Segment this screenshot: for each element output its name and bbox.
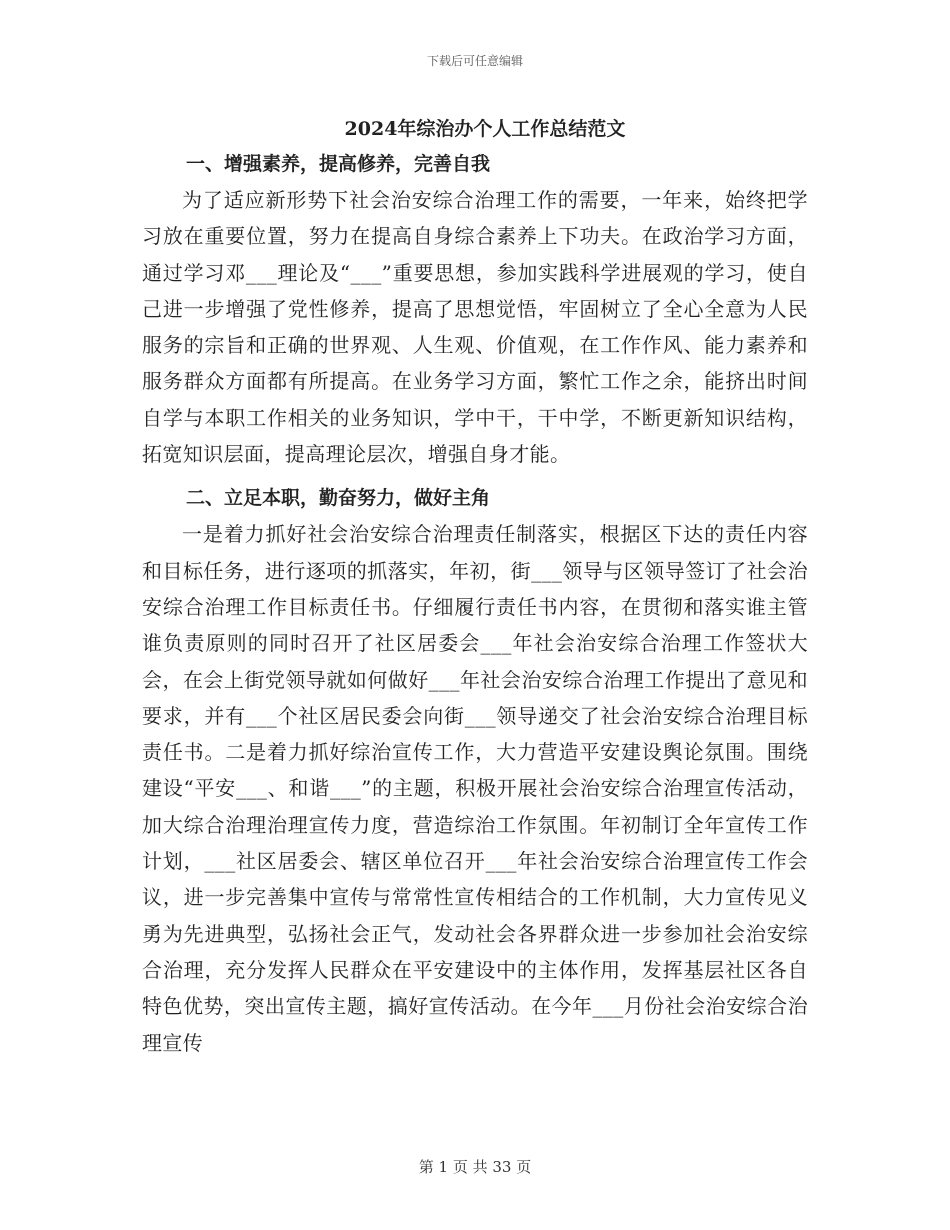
header-note: 下载后可任意编辑 [426, 54, 523, 68]
section-2-paragraph: 一是着力抓好社会治安综合治理责任制落实，根据区下达的责任内容和目标任务，进行逐项的抓落实，年初，街___领导与区领导签订了社会治安综合治理工作目标责任书。仔细履行责任书内容，在贯彻和落实谁主管谁负责原则的同时召开了社区居委会___年社会治安综合治理工作签状大会，在会上街党领导就如何做好___年社会治安综合治理工作提出了意见和要求，并有___个社区居民委会向街___领导递交了社会治安综合治理目标责任书。二是着力抓好综治宣传工作，大力营造平安建设舆论氛围。围绕建设“平安___、和谐___”的主题，积极开展社会治安综合治理宣传活动，加大综合治理治理宣传力度，营造综治工作氛围。年初制订全年宣传工作计划，___社区居委会、辖区单位召开___年社会治安综合治理宣传工作会议，进一步完善集中宣传与常常性宣传相结合的工作机制，大力宣传见义勇为先进典型，弘扬社会正气，发动社会各界群众进一步参加社会治安综合治理，充分发挥人民群众在平安建设中的主体作用，发挥基层社区各自特色优势，突出宣传主题，搞好宣传活动。在今年___月份社会治安综合治理宣传 [142, 522, 808, 1055]
section-heading-1: 一、增强素养，提高修养，完善自我 [186, 153, 491, 175]
section-heading-2: 二、立足本职，勤奋努力，做好主角 [186, 487, 491, 510]
document-body [142, 112, 808, 1069]
document-title: 2024年综治办个人工作总结范文 [344, 118, 626, 140]
page-footer: 第 1 页 共 33 页 [418, 1158, 532, 1176]
section-1-paragraph: 为了适应新形势下社会治安综合治理工作的需要，一年来，始终把学习放在重要位置，努力在提高自身综合素养上下功夫。在政治学习方面，通过学习邓___理论及“___”重要思想，参加实践科学进展观的学习，使自己进一步增强了党性修养，提高了思想觉悟，牢固树立了全心全意为人民服务的宗旨和正确的世界观、人生观、价值观，在工作作风、能力素养和服务群众方面都有所提高。在业务学习方面，繁忙工作之余，能挤出时间自学与本职工作相关的业务知识，学中干，干中学，不断更新知识结构，拓宽知识层面，提高理论层次，增强自身才能。 [142, 188, 808, 467]
